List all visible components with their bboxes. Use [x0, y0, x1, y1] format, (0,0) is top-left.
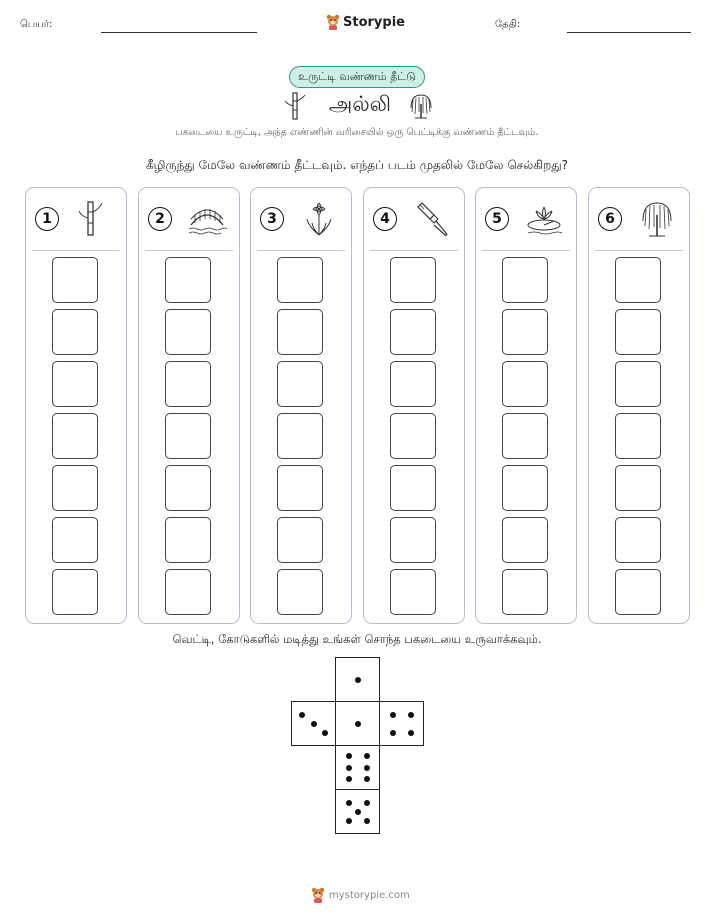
color-box[interactable]: [390, 413, 436, 459]
page-title: அல்லி: [328, 92, 392, 116]
color-box[interactable]: [277, 465, 323, 511]
cut-instruction: வெட்டி, கோடுகளில் மடித்து உங்கள் சொந்த பகடையை உருவாக்கவும்.: [172, 632, 542, 646]
color-box[interactable]: [165, 361, 211, 407]
color-box[interactable]: [390, 517, 436, 563]
dice-face-5: [335, 789, 380, 834]
dice-pip: [408, 712, 414, 718]
color-box[interactable]: [165, 309, 211, 355]
dice-pip: [299, 712, 305, 718]
dice-pip: [390, 712, 396, 718]
column-number: 5: [485, 207, 509, 231]
column-3: [250, 187, 352, 624]
color-box[interactable]: [390, 257, 436, 303]
color-box[interactable]: [502, 257, 548, 303]
column-2: [138, 187, 240, 624]
date-label: தேதி:: [495, 19, 521, 30]
dice-pip: [322, 730, 328, 736]
color-box[interactable]: [277, 257, 323, 303]
footer-site[interactable]: mystorypie.com: [329, 889, 410, 901]
name-line[interactable]: [101, 32, 257, 33]
column-1: [25, 187, 127, 624]
dice-pip: [390, 730, 396, 736]
color-box[interactable]: [615, 413, 661, 459]
dice-pip: [364, 776, 370, 782]
column-4: [363, 187, 465, 624]
color-box[interactable]: [165, 569, 211, 615]
column-number: 4: [373, 207, 397, 231]
color-box[interactable]: [52, 257, 98, 303]
willow-tree-icon: [637, 199, 677, 239]
color-box[interactable]: [52, 309, 98, 355]
dice-face-1: [335, 657, 380, 702]
color-box[interactable]: [502, 309, 548, 355]
column-6: [588, 187, 690, 624]
column-5: [475, 187, 577, 624]
brand-logo: [326, 13, 405, 31]
color-box[interactable]: [165, 257, 211, 303]
dice-pip: [311, 721, 317, 727]
question-text: கீழிருந்து மேலே வண்ணம் தீட்டவும். எந்தப் படம் முதலில் மேலே செல்கிறது?: [145, 158, 569, 172]
color-box[interactable]: [615, 309, 661, 355]
dice-pip: [346, 800, 352, 806]
paintbrush-icon: [412, 199, 452, 239]
column-number: 2: [148, 207, 172, 231]
instruction-text: பகடையை உருட்டி, அந்த எண்ணின் வரிசையில் ஒரு பெட்டிக்கு வண்ணம் தீட்டவும்.: [175, 127, 539, 138]
color-box[interactable]: [390, 465, 436, 511]
column-divider: [32, 250, 120, 251]
dice-face-4: [379, 701, 424, 746]
dice-pip: [355, 677, 361, 683]
color-box[interactable]: [277, 361, 323, 407]
dice-face-3: [291, 701, 336, 746]
color-box[interactable]: [52, 413, 98, 459]
color-box[interactable]: [390, 361, 436, 407]
color-box[interactable]: [502, 361, 548, 407]
column-divider: [370, 250, 458, 251]
color-box[interactable]: [502, 569, 548, 615]
color-box[interactable]: [277, 309, 323, 355]
dice-face-1: [335, 701, 380, 746]
bamboo-icon: [74, 199, 114, 239]
willow-tree-icon: [407, 92, 435, 120]
dice-pip: [364, 818, 370, 824]
dice-pip: [346, 776, 352, 782]
color-box[interactable]: [502, 413, 548, 459]
dice-pip: [408, 730, 414, 736]
dice-pip: [346, 765, 352, 771]
column-number: 3: [260, 207, 284, 231]
column-divider: [145, 250, 233, 251]
bridge-icon: [187, 199, 227, 239]
color-box[interactable]: [502, 465, 548, 511]
name-label: பெயர்:: [20, 19, 53, 30]
dice-pip: [346, 753, 352, 759]
color-box[interactable]: [390, 309, 436, 355]
color-box[interactable]: [615, 361, 661, 407]
color-box[interactable]: [52, 569, 98, 615]
bear-mascot-icon: [311, 887, 325, 903]
dice-pip: [355, 721, 361, 727]
column-divider: [482, 250, 570, 251]
color-box[interactable]: [165, 465, 211, 511]
column-number: 6: [598, 207, 622, 231]
dice-face-6: [335, 745, 380, 790]
activity-badge: உருட்டி வண்ணம் தீட்டு: [289, 66, 425, 88]
color-box[interactable]: [615, 517, 661, 563]
color-box[interactable]: [502, 517, 548, 563]
color-box[interactable]: [277, 517, 323, 563]
color-box[interactable]: [52, 361, 98, 407]
color-box[interactable]: [165, 413, 211, 459]
color-box[interactable]: [52, 517, 98, 563]
color-box[interactable]: [390, 569, 436, 615]
brand-name: Storypie: [343, 14, 405, 30]
column-number: 1: [35, 207, 59, 231]
date-line[interactable]: [567, 32, 691, 33]
title-row: [280, 90, 440, 122]
color-box[interactable]: [165, 517, 211, 563]
water-lily-icon: [524, 199, 564, 239]
color-box[interactable]: [615, 465, 661, 511]
dice-pip: [364, 800, 370, 806]
column-divider: [257, 250, 345, 251]
color-box[interactable]: [615, 257, 661, 303]
color-box[interactable]: [52, 465, 98, 511]
color-box[interactable]: [615, 569, 661, 615]
color-box[interactable]: [277, 413, 323, 459]
color-box[interactable]: [277, 569, 323, 615]
bear-mascot-icon: [326, 14, 340, 30]
bamboo-icon: [284, 92, 306, 120]
footer: [311, 887, 410, 903]
dice-pip: [346, 818, 352, 824]
dice-pip: [355, 809, 361, 815]
column-divider: [595, 250, 683, 251]
dice-pip: [364, 753, 370, 759]
dice-pip: [364, 765, 370, 771]
daffodil-icon: [299, 199, 339, 239]
